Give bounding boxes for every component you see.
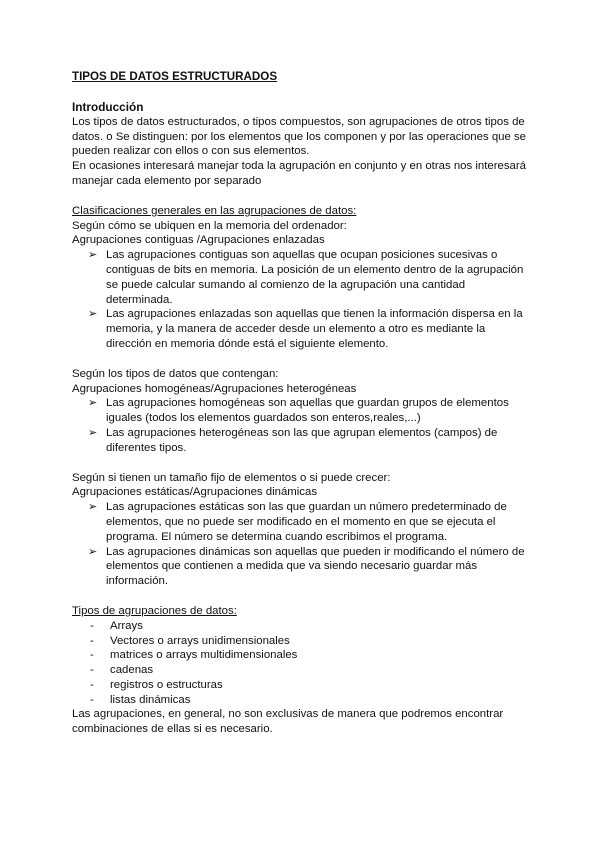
datatype-criterion: Según los tipos de datos que contengan: [72, 367, 279, 380]
dash-bullet-icon: - [90, 693, 94, 706]
classification-heading: Clasificaciones generales en las agrupaciones de datos: [72, 204, 357, 217]
list-item: - matrices o arrays multidimensionales [90, 649, 298, 662]
list-item: - cadenas [90, 664, 154, 677]
memory-list [72, 248, 530, 352]
dash-bullet-icon: - [90, 649, 94, 662]
dash-bullet-icon: - [90, 634, 94, 647]
list-item: ➢ Las agrupaciones contiguas son aquellas que ocupan posiciones sucesivas o contiguas de bits en memoria. La posición de un elemento dentro de la agrupación se puede calcular sumando al comienzo de la agrupación una cantidad determinada. [88, 248, 524, 306]
arrow-bullet-icon: ➢ [88, 307, 98, 321]
list-item: ➢ Las agrupaciones enlazadas son aquellas que tienen la información dispersa en la memoria, y la manera de acceder desde un elemento a otro es mediante la dirección en memoria dónde está el siguiente elemento. [88, 307, 523, 350]
closing-paragraph: Las agrupaciones, en general, no son exclusivas de manera que podremos encontrar combinaciones de ellas si es necesario. [72, 708, 504, 736]
types-heading: Tipos de agrupaciones de datos: [72, 604, 237, 617]
size-types: Agrupaciones estáticas/Agrupaciones dinámicas [72, 486, 318, 499]
dash-bullet-icon: - [90, 678, 94, 691]
dash-bullet-icon: - [90, 664, 94, 677]
list-item: - registros o estructuras [90, 678, 223, 691]
intro-paragraph-1: Los tipos de datos estructurados, o tipos compuestos, son agrupaciones de otros tipos de datos. o Se distinguen: por los elementos que los componen y por las operaciones que se pueden realizar con ellos o con sus elementos. [72, 115, 527, 158]
list-item: ➢ Las agrupaciones dinámicas son aquellas que pueden ir modificando el número de elementos que contienen a medida que va siendo necesario guardar más información. [88, 544, 525, 588]
types-list [72, 619, 530, 708]
list-item: - Vectores o arrays unidimensionales [90, 634, 290, 647]
intro-heading: Introducción [72, 99, 144, 114]
arrow-bullet-icon: ➢ [88, 396, 98, 410]
arrow-bullet-icon: ➢ [88, 425, 98, 439]
intro-paragraph-2: En ocasiones interesará manejar toda la agrupación en conjunto y en otras nos interesará manejar cada elemento por separado [72, 160, 527, 187]
memory-types: Agrupaciones contiguas /Agrupaciones enlazadas [72, 234, 325, 247]
list-item: ➢ Las agrupaciones heterogéneas son las que agrupan elementos (campos) de diferentes tipos. [88, 425, 498, 454]
arrow-bullet-icon: ➢ [88, 544, 98, 558]
dash-bullet-icon: - [90, 619, 94, 632]
arrow-bullet-icon: ➢ [88, 500, 98, 514]
list-item: - Arrays [90, 619, 143, 632]
arrow-bullet-icon: ➢ [88, 248, 98, 262]
list-item: - listas dinámicas [90, 693, 191, 706]
memory-criterion: Según cómo se ubiquen en la memoria del ordenador: [72, 219, 347, 232]
document-title: TIPOS DE DATOS ESTRUCTURADOS [72, 70, 278, 83]
size-list [72, 500, 530, 589]
list-item: ➢ Las agrupaciones estáticas son las que guardan un número predeterminado de elementos, que no puede ser modificado en el momento en que se ejecuta el programa. El número se determina cuando escribimos el programa. [88, 500, 507, 543]
datatype-types: Agrupaciones homogéneas/Agrupaciones heterogéneas [72, 382, 357, 395]
datatype-list [72, 396, 530, 455]
list-item: ➢ Las agrupaciones homogéneas son aquellas que guardan grupos de elementos iguales (todos los elementos guardados son enteros,reales,...) [88, 396, 509, 425]
size-criterion: Según si tienen un tamaño fijo de elementos o si puede crecer: [72, 471, 391, 484]
